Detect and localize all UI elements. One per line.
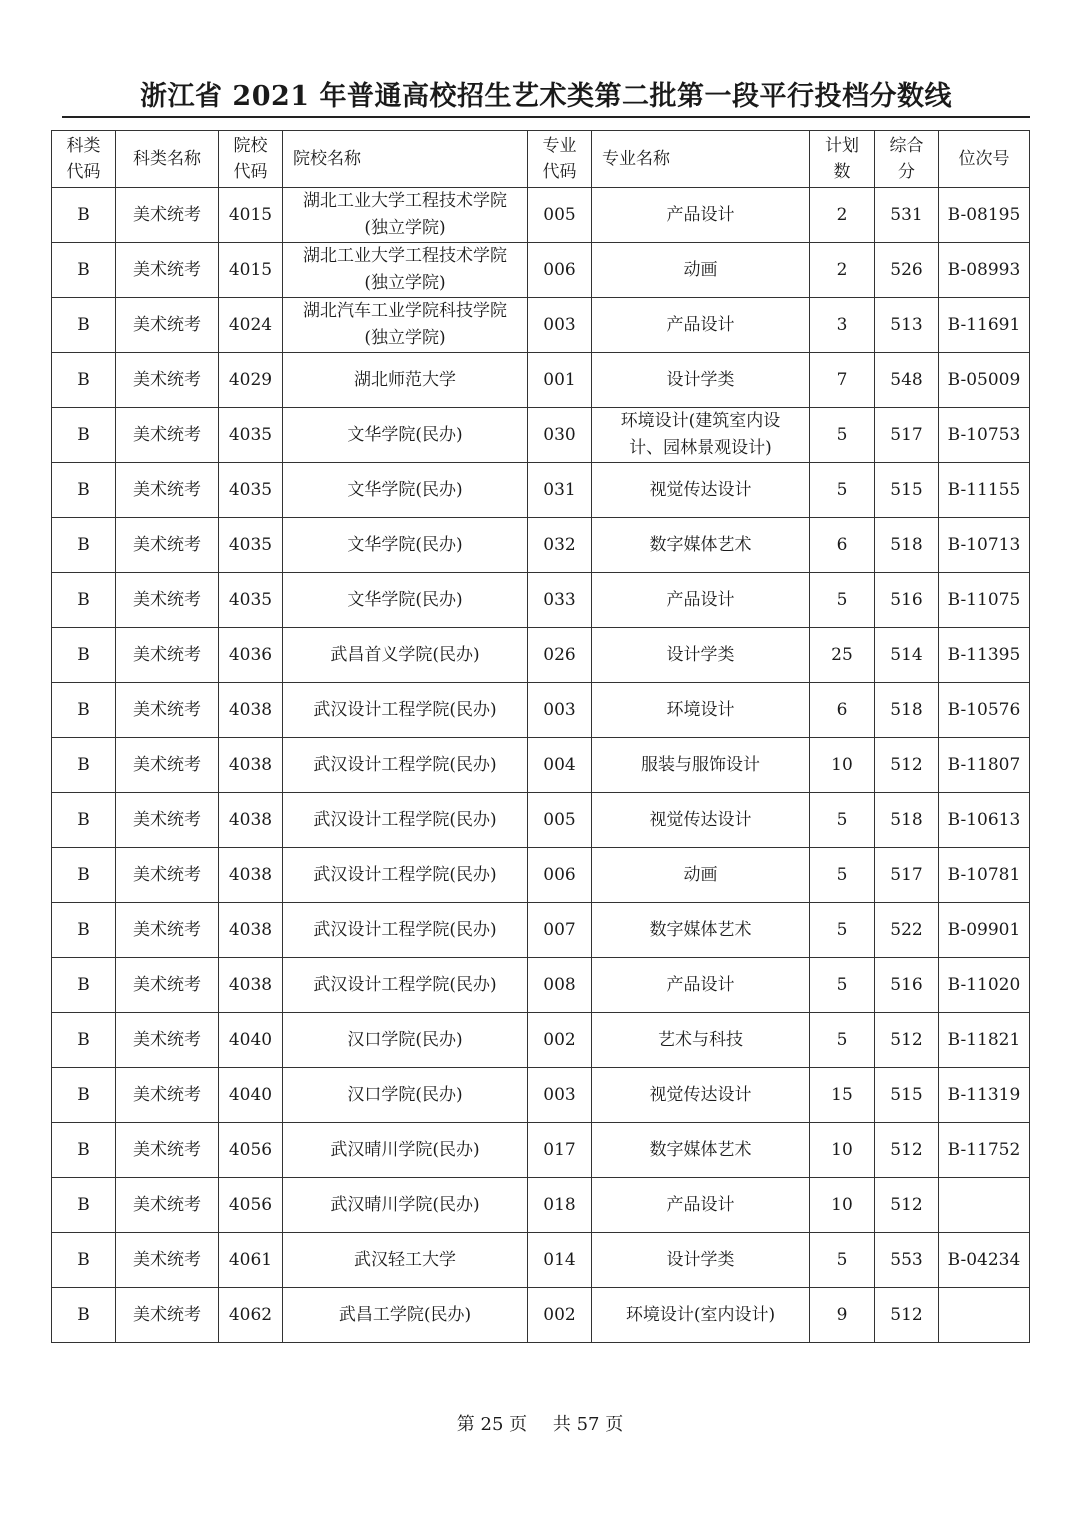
cell-subject-code: B (52, 738, 116, 793)
cell-school-name-line: 湖北工业大学工程技术学院 (303, 191, 507, 211)
cell-plan: 15 (810, 1068, 875, 1123)
cell-school-name-line: 武汉晴川学院(民办) (330, 1139, 480, 1160)
cell-major-name-line: 视觉传达设计 (649, 479, 752, 500)
cell-major-name (592, 573, 810, 628)
cell-major-name (592, 463, 810, 518)
cell-school-name (283, 188, 528, 243)
cell-subject-name: 美术统考 (116, 848, 219, 903)
cell-major-name (592, 518, 810, 573)
cell-school-name-line: 汉口学院(民办) (347, 1029, 463, 1050)
table-body (52, 188, 1030, 1343)
cell-rank: B-10613 (939, 793, 1030, 848)
cell-school-name-line: 武汉设计工程学院(民办) (313, 754, 497, 775)
cell-major-code: 001 (528, 353, 592, 408)
header-major-code-line1: 专业 (542, 136, 577, 156)
cell-major-name (592, 188, 810, 243)
cell-school-name (283, 793, 528, 848)
cell-major-code: 005 (528, 793, 592, 848)
page-number: 第 25 页 (456, 1414, 528, 1435)
cell-subject-name: 美术统考 (116, 518, 219, 573)
cell-score: 517 (875, 408, 939, 463)
cell-major-name-line: 设计学类 (666, 369, 735, 390)
cell-major-code: 026 (528, 628, 592, 683)
header-major-code (528, 131, 592, 188)
cell-school-name-line: 武汉设计工程学院(民办) (313, 864, 497, 885)
cell-score: 512 (875, 1288, 939, 1343)
cell-rank: B-10576 (939, 683, 1030, 738)
cell-subject-code: B (52, 793, 116, 848)
admission-score-table (51, 130, 1030, 1343)
cell-school-name (283, 848, 528, 903)
cell-plan: 3 (810, 298, 875, 353)
cell-subject-name: 美术统考 (116, 903, 219, 958)
cell-plan: 6 (810, 518, 875, 573)
cell-subject-name: 美术统考 (116, 793, 219, 848)
cell-subject-name: 美术统考 (116, 1123, 219, 1178)
cell-subject-name: 美术统考 (116, 1013, 219, 1068)
cell-major-code: 014 (528, 1233, 592, 1288)
cell-major-name-line: 环境设计 (666, 699, 735, 720)
cell-rank (939, 1178, 1030, 1233)
cell-score: 515 (875, 463, 939, 518)
cell-major-code: 004 (528, 738, 592, 793)
cell-school-name (283, 1013, 528, 1068)
cell-plan: 10 (810, 1178, 875, 1233)
cell-major-code: 003 (528, 298, 592, 353)
header-major-name: 专业名称 (592, 131, 810, 188)
cell-subject-code: B (52, 573, 116, 628)
cell-major-name (592, 243, 810, 298)
cell-major-code: 005 (528, 188, 592, 243)
cell-subject-code: B (52, 903, 116, 958)
cell-major-name-line: 数字媒体艺术 (649, 1139, 752, 1160)
cell-plan: 25 (810, 628, 875, 683)
cell-subject-name: 美术统考 (116, 408, 219, 463)
cell-subject-name: 美术统考 (116, 463, 219, 518)
cell-major-code: 002 (528, 1288, 592, 1343)
cell-plan: 2 (810, 243, 875, 298)
cell-school-code: 4056 (219, 1178, 283, 1233)
cell-major-code: 003 (528, 1068, 592, 1123)
cell-major-name-line: 产品设计 (666, 1194, 735, 1215)
cell-school-name (283, 628, 528, 683)
cell-major-name-line: 产品设计 (666, 589, 735, 610)
table-row (52, 903, 1030, 958)
cell-major-name-line: 视觉传达设计 (649, 1084, 752, 1105)
cell-major-name-line: 动画 (683, 864, 718, 885)
header-plan-line2: 数 (833, 162, 851, 182)
cell-school-name-line: 湖北工业大学工程技术学院 (303, 246, 507, 266)
cell-major-name (592, 1123, 810, 1178)
cell-plan: 2 (810, 188, 875, 243)
cell-school-name (283, 683, 528, 738)
cell-plan: 5 (810, 463, 875, 518)
cell-plan: 7 (810, 353, 875, 408)
cell-major-code: 033 (528, 573, 592, 628)
cell-school-code: 4015 (219, 188, 283, 243)
cell-school-code: 4061 (219, 1233, 283, 1288)
header-score (875, 131, 939, 188)
cell-school-code: 4056 (219, 1123, 283, 1178)
table-row (52, 793, 1030, 848)
cell-major-name (592, 683, 810, 738)
cell-major-name (592, 353, 810, 408)
header-plan-line1: 计划 (825, 136, 859, 156)
cell-major-name-line: 环境设计(室内设计) (625, 1304, 776, 1325)
cell-subject-code: B (52, 1068, 116, 1123)
header-subject-code (52, 131, 116, 188)
cell-major-code: 008 (528, 958, 592, 1013)
cell-subject-code: B (52, 298, 116, 353)
cell-school-code: 4035 (219, 573, 283, 628)
cell-rank: B-11752 (939, 1123, 1030, 1178)
header-row (52, 131, 1030, 188)
cell-school-name-line: 武汉设计工程学院(民办) (313, 919, 497, 940)
cell-major-name-line: 环境设计(建筑室内设 (620, 411, 781, 431)
cell-school-name (283, 408, 528, 463)
cell-subject-code: B (52, 1013, 116, 1068)
cell-rank: B-11807 (939, 738, 1030, 793)
cell-school-code: 4035 (219, 463, 283, 518)
table-row (52, 683, 1030, 738)
cell-school-name (283, 1233, 528, 1288)
cell-score: 518 (875, 793, 939, 848)
cell-rank: B-10753 (939, 408, 1030, 463)
cell-major-name-line: 产品设计 (666, 314, 735, 335)
cell-subject-name: 美术统考 (116, 573, 219, 628)
cell-plan: 9 (810, 1288, 875, 1343)
cell-major-name-line: 设计学类 (666, 1249, 735, 1270)
header-rank: 位次号 (939, 131, 1030, 188)
cell-rank (939, 1288, 1030, 1343)
cell-school-name (283, 1068, 528, 1123)
cell-school-code: 4015 (219, 243, 283, 298)
cell-school-code: 4062 (219, 1288, 283, 1343)
cell-score: 515 (875, 1068, 939, 1123)
cell-major-name-line: 设计学类 (666, 644, 735, 665)
cell-score: 512 (875, 1123, 939, 1178)
header-school-code-line1: 院校 (233, 136, 268, 156)
cell-major-name (592, 793, 810, 848)
table-row (52, 1068, 1030, 1123)
cell-school-code: 4029 (219, 353, 283, 408)
cell-major-name-line: 艺术与科技 (658, 1029, 743, 1050)
page-title: 浙江省 2021 年普通高校招生艺术类第二批第一段平行投档分数线 (140, 81, 952, 112)
cell-score: 512 (875, 1013, 939, 1068)
cell-school-name-line: 湖北师范大学 (354, 369, 456, 390)
cell-school-code: 4038 (219, 958, 283, 1013)
cell-score: 526 (875, 243, 939, 298)
table-row (52, 1288, 1030, 1343)
table-row (52, 518, 1030, 573)
table-row (52, 1178, 1030, 1233)
table-row (52, 408, 1030, 463)
cell-score: 512 (875, 738, 939, 793)
cell-subject-name: 美术统考 (116, 1233, 219, 1288)
cell-subject-name: 美术统考 (116, 243, 219, 298)
cell-major-name-line: 产品设计 (666, 204, 735, 225)
cell-rank: B-09901 (939, 903, 1030, 958)
cell-school-name (283, 958, 528, 1013)
cell-major-name (592, 903, 810, 958)
cell-major-code: 007 (528, 903, 592, 958)
cell-rank: B-10781 (939, 848, 1030, 903)
cell-major-name (592, 958, 810, 1013)
cell-plan: 5 (810, 958, 875, 1013)
cell-subject-name: 美术统考 (116, 683, 219, 738)
cell-subject-name: 美术统考 (116, 958, 219, 1013)
cell-school-name-line: 武汉设计工程学院(民办) (313, 974, 497, 995)
cell-subject-code: B (52, 628, 116, 683)
header-subject-code-line2: 代码 (66, 162, 101, 182)
cell-subject-code: B (52, 188, 116, 243)
cell-school-name-line: (独立学院) (364, 273, 446, 293)
cell-major-code: 003 (528, 683, 592, 738)
cell-subject-name: 美术统考 (116, 353, 219, 408)
cell-subject-name: 美术统考 (116, 188, 219, 243)
cell-school-code: 4038 (219, 848, 283, 903)
cell-score: 516 (875, 958, 939, 1013)
cell-major-code: 032 (528, 518, 592, 573)
cell-subject-name: 美术统考 (116, 298, 219, 353)
cell-major-name (592, 738, 810, 793)
cell-school-code: 4035 (219, 408, 283, 463)
cell-major-code: 006 (528, 243, 592, 298)
cell-subject-code: B (52, 848, 116, 903)
cell-rank: B-11319 (939, 1068, 1030, 1123)
cell-rank: B-08993 (939, 243, 1030, 298)
table-row (52, 1123, 1030, 1178)
cell-subject-code: B (52, 243, 116, 298)
cell-school-code: 4038 (219, 903, 283, 958)
table-row (52, 958, 1030, 1013)
table-row (52, 1233, 1030, 1288)
cell-subject-code: B (52, 1288, 116, 1343)
header-plan (810, 131, 875, 188)
cell-major-code: 031 (528, 463, 592, 518)
cell-score: 516 (875, 573, 939, 628)
cell-rank: B-11020 (939, 958, 1030, 1013)
cell-rank: B-11821 (939, 1013, 1030, 1068)
cell-subject-name: 美术统考 (116, 1178, 219, 1233)
cell-plan: 10 (810, 1123, 875, 1178)
cell-school-name (283, 298, 528, 353)
cell-school-code: 4040 (219, 1013, 283, 1068)
cell-rank: B-04234 (939, 1233, 1030, 1288)
cell-major-name (592, 298, 810, 353)
cell-major-name-line: 视觉传达设计 (649, 809, 752, 830)
cell-school-name (283, 353, 528, 408)
table-row (52, 353, 1030, 408)
cell-school-code: 4036 (219, 628, 283, 683)
cell-subject-name: 美术统考 (116, 1068, 219, 1123)
cell-school-code: 4038 (219, 683, 283, 738)
cell-plan: 5 (810, 848, 875, 903)
cell-school-name-line: 武汉设计工程学院(民办) (313, 699, 497, 720)
header-subject-code-line1: 科类 (66, 136, 101, 156)
cell-school-name-line: (独立学院) (364, 328, 446, 348)
table-header (52, 131, 1030, 188)
table-row (52, 573, 1030, 628)
cell-plan: 5 (810, 1013, 875, 1068)
cell-school-name (283, 738, 528, 793)
cell-school-name-line: 文华学院(民办) (347, 589, 463, 610)
cell-score: 522 (875, 903, 939, 958)
cell-school-name-line: (独立学院) (364, 218, 446, 238)
cell-major-name (592, 1233, 810, 1288)
cell-major-name (592, 1288, 810, 1343)
table-row (52, 243, 1030, 298)
cell-school-name (283, 243, 528, 298)
cell-subject-code: B (52, 518, 116, 573)
header-school-code (219, 131, 283, 188)
cell-major-name-line: 数字媒体艺术 (649, 534, 752, 555)
cell-school-name (283, 1288, 528, 1343)
cell-score: 553 (875, 1233, 939, 1288)
cell-score: 513 (875, 298, 939, 353)
cell-score: 517 (875, 848, 939, 903)
cell-school-code: 4035 (219, 518, 283, 573)
cell-school-name (283, 1178, 528, 1233)
table-row (52, 848, 1030, 903)
cell-school-name-line: 武汉设计工程学院(民办) (313, 809, 497, 830)
header-subject-name: 科类名称 (116, 131, 219, 188)
title-divider (62, 116, 1030, 118)
cell-rank: B-10713 (939, 518, 1030, 573)
cell-plan: 5 (810, 408, 875, 463)
cell-score: 512 (875, 1178, 939, 1233)
cell-school-name-line: 武昌工学院(民办) (338, 1304, 472, 1325)
table-row (52, 628, 1030, 683)
cell-school-name-line: 汉口学院(民办) (347, 1084, 463, 1105)
cell-major-name (592, 1013, 810, 1068)
cell-score: 531 (875, 188, 939, 243)
cell-subject-name: 美术统考 (116, 738, 219, 793)
cell-school-name-line: 武昌首义学院(民办) (330, 644, 480, 665)
cell-school-name-line: 文华学院(民办) (347, 424, 463, 445)
cell-plan: 5 (810, 903, 875, 958)
header-school-code-line2: 代码 (233, 162, 268, 182)
table-row (52, 298, 1030, 353)
cell-school-name (283, 1123, 528, 1178)
table-row (52, 188, 1030, 243)
cell-school-code: 4038 (219, 738, 283, 793)
cell-score: 548 (875, 353, 939, 408)
cell-major-name-line: 数字媒体艺术 (649, 919, 752, 940)
cell-major-name (592, 408, 810, 463)
table-row (52, 738, 1030, 793)
cell-major-name (592, 1068, 810, 1123)
cell-subject-code: B (52, 353, 116, 408)
cell-plan: 10 (810, 738, 875, 793)
cell-school-name (283, 903, 528, 958)
cell-major-name (592, 848, 810, 903)
header-score-line2: 分 (898, 162, 915, 182)
cell-subject-name: 美术统考 (116, 628, 219, 683)
cell-school-code: 4024 (219, 298, 283, 353)
page-total: 共 57 页 (552, 1414, 624, 1435)
cell-plan: 5 (810, 1233, 875, 1288)
cell-subject-code: B (52, 463, 116, 518)
cell-plan: 6 (810, 683, 875, 738)
table-row (52, 463, 1030, 518)
cell-plan: 5 (810, 573, 875, 628)
header-school-name: 院校名称 (283, 131, 528, 188)
cell-school-name-line: 武汉轻工大学 (354, 1249, 456, 1270)
cell-school-code: 4038 (219, 793, 283, 848)
page-footer (0, 1410, 1080, 1436)
cell-school-name (283, 463, 528, 518)
cell-major-code: 002 (528, 1013, 592, 1068)
table-row (52, 1013, 1030, 1068)
cell-school-name-line: 湖北汽车工业学院科技学院 (303, 301, 507, 321)
header-major-code-line2: 代码 (542, 162, 577, 182)
cell-major-code: 006 (528, 848, 592, 903)
cell-score: 514 (875, 628, 939, 683)
cell-major-code: 017 (528, 1123, 592, 1178)
cell-school-code: 4040 (219, 1068, 283, 1123)
cell-score: 518 (875, 518, 939, 573)
cell-rank: B-11395 (939, 628, 1030, 683)
cell-major-name-line: 动画 (683, 259, 718, 280)
cell-subject-code: B (52, 408, 116, 463)
cell-subject-code: B (52, 1123, 116, 1178)
cell-rank: B-11075 (939, 573, 1030, 628)
cell-score: 518 (875, 683, 939, 738)
cell-school-name-line: 文华学院(民办) (347, 534, 463, 555)
cell-subject-code: B (52, 1178, 116, 1233)
cell-subject-name: 美术统考 (116, 1288, 219, 1343)
cell-major-code: 030 (528, 408, 592, 463)
cell-major-name (592, 1178, 810, 1233)
cell-school-name (283, 573, 528, 628)
cell-subject-code: B (52, 683, 116, 738)
cell-rank: B-08195 (939, 188, 1030, 243)
cell-rank: B-11155 (939, 463, 1030, 518)
cell-school-name-line: 文华学院(民办) (347, 479, 463, 500)
cell-major-name (592, 628, 810, 683)
cell-major-code: 018 (528, 1178, 592, 1233)
cell-rank: B-11691 (939, 298, 1030, 353)
cell-major-name-line: 计、园林景观设计) (629, 438, 772, 458)
cell-major-name-line: 产品设计 (666, 974, 735, 995)
header-score-line1: 综合 (889, 136, 924, 156)
cell-school-name-line: 武汉晴川学院(民办) (330, 1194, 480, 1215)
cell-major-name-line: 服装与服饰设计 (641, 754, 760, 775)
cell-rank: B-05009 (939, 353, 1030, 408)
cell-school-name (283, 518, 528, 573)
cell-subject-code: B (52, 958, 116, 1013)
cell-subject-code: B (52, 1233, 116, 1288)
cell-plan: 5 (810, 793, 875, 848)
